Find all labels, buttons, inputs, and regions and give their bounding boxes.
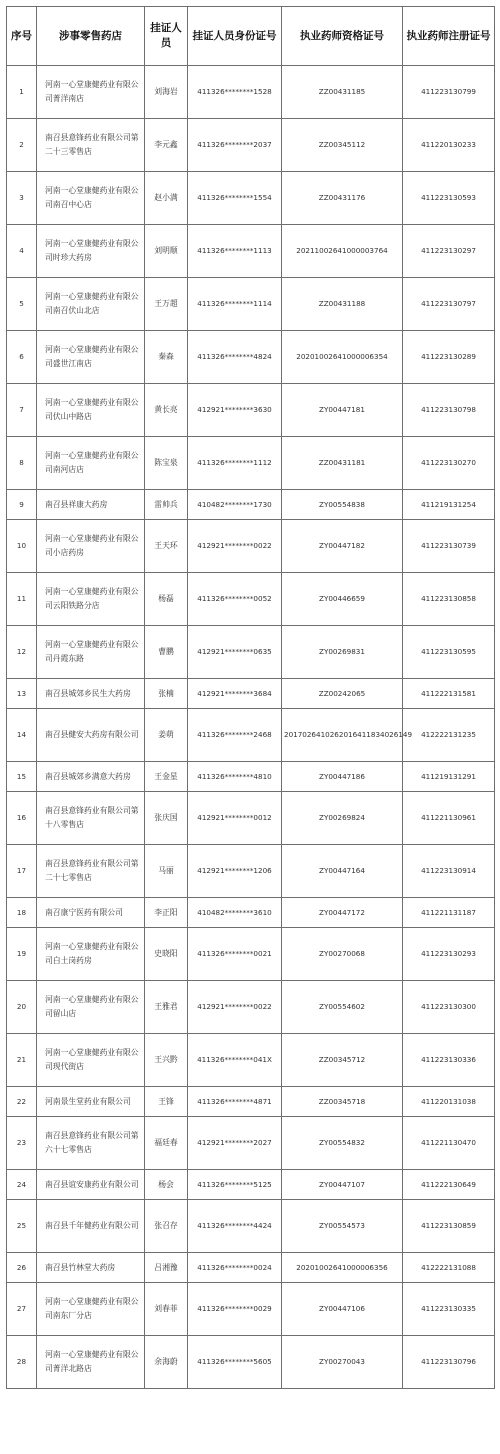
table-row (7, 1087, 495, 1117)
cell-qualification: 20201002641000006356 (282, 1253, 403, 1283)
cell-store: 河南一心堂康健药业有限公司南召伏山北店 (37, 278, 145, 331)
header-row (7, 7, 495, 66)
cell-person: 姜萌 (145, 709, 188, 762)
header-id: 挂证人员身份证号 (188, 7, 282, 66)
table-row (7, 1283, 495, 1336)
cell-registration: 411223130297 (403, 225, 495, 278)
cell-id: 411326********1554 (188, 172, 282, 225)
cell-person: 张楠 (145, 679, 188, 709)
cell-qualification: ZY00270043 (282, 1336, 403, 1389)
cell-registration: 412222131088 (403, 1253, 495, 1283)
table-row (7, 1200, 495, 1253)
table-row (7, 278, 495, 331)
cell-registration: 411220130233 (403, 119, 495, 172)
cell-id: 411326********2468 (188, 709, 282, 762)
header-person: 挂证人员 (145, 7, 188, 66)
cell-id: 412921********0012 (188, 792, 282, 845)
cell-no: 8 (7, 437, 37, 490)
cell-no: 10 (7, 520, 37, 573)
cell-person: 曹鹏 (145, 626, 188, 679)
cell-qualification: ZY00554602 (282, 981, 403, 1034)
header-registration: 执业药师注册证号 (403, 7, 495, 66)
table-row (7, 384, 495, 437)
cell-registration: 411223130914 (403, 845, 495, 898)
cell-id: 411326********041X (188, 1034, 282, 1087)
cell-id: 411326********5605 (188, 1336, 282, 1389)
cell-person: 吕湘豫 (145, 1253, 188, 1283)
cell-id: 411326********1528 (188, 66, 282, 119)
table-row (7, 437, 495, 490)
table-row (7, 792, 495, 845)
table-row (7, 709, 495, 762)
cell-qualification: ZZ00345712 (282, 1034, 403, 1087)
cell-registration: 411219131254 (403, 490, 495, 520)
cell-id: 411326********5125 (188, 1170, 282, 1200)
cell-qualification: ZY00446659 (282, 573, 403, 626)
table-row (7, 1034, 495, 1087)
cell-qualification: ZY00554838 (282, 490, 403, 520)
cell-qualification: ZY00269824 (282, 792, 403, 845)
cell-no: 28 (7, 1336, 37, 1389)
cell-person: 王兴黔 (145, 1034, 188, 1087)
cell-qualification: 2017026410262016411834026149 (282, 709, 403, 762)
cell-no: 23 (7, 1117, 37, 1170)
table-row (7, 981, 495, 1034)
cell-registration: 411223130300 (403, 981, 495, 1034)
cell-id: 411326********4810 (188, 762, 282, 792)
cell-id: 411326********0029 (188, 1283, 282, 1336)
cell-no: 25 (7, 1200, 37, 1253)
table-row (7, 225, 495, 278)
cell-no: 9 (7, 490, 37, 520)
cell-id: 412921********1206 (188, 845, 282, 898)
cell-store: 河南一心堂康健药业有限公司伏山中路店 (37, 384, 145, 437)
cell-qualification: 20211002641000003764 (282, 225, 403, 278)
pharmacist-table (6, 6, 495, 1389)
table-row (7, 762, 495, 792)
header-no: 序号 (7, 7, 37, 66)
table-row (7, 626, 495, 679)
cell-store: 河南一心堂康健药业有限公司白土岗药房 (37, 928, 145, 981)
cell-store: 河南一心堂康健药业有限公司云阳铁路分店 (37, 573, 145, 626)
cell-person: 福廷春 (145, 1117, 188, 1170)
cell-no: 19 (7, 928, 37, 981)
cell-registration: 411223130799 (403, 66, 495, 119)
cell-registration: 411223130335 (403, 1283, 495, 1336)
table-row (7, 573, 495, 626)
cell-person: 黄长亮 (145, 384, 188, 437)
cell-store: 河南一心堂康健药业有限公司盛世江南店 (37, 331, 145, 384)
cell-no: 17 (7, 845, 37, 898)
cell-id: 410482********3610 (188, 898, 282, 928)
cell-store: 南召县祥康大药房 (37, 490, 145, 520)
cell-qualification: ZZ00431176 (282, 172, 403, 225)
cell-no: 11 (7, 573, 37, 626)
cell-qualification: ZY00447107 (282, 1170, 403, 1200)
table-row (7, 679, 495, 709)
table-row (7, 1170, 495, 1200)
table-row (7, 1253, 495, 1283)
header-qualification: 执业药师资格证号 (282, 7, 403, 66)
cell-person: 刘海岩 (145, 66, 188, 119)
cell-store: 河南一心堂康健药业有限公司丹霞东路 (37, 626, 145, 679)
cell-store: 南召县城郊乡民生大药房 (37, 679, 145, 709)
cell-id: 411326********1112 (188, 437, 282, 490)
table-row (7, 845, 495, 898)
cell-id: 412921********0635 (188, 626, 282, 679)
cell-store: 南召县意锋药业有限公司第二十七零售店 (37, 845, 145, 898)
cell-person: 王万超 (145, 278, 188, 331)
cell-id: 412921********0022 (188, 981, 282, 1034)
cell-store: 南召县城郊乡满意大药房 (37, 762, 145, 792)
cell-id: 412921********3684 (188, 679, 282, 709)
cell-registration: 411219131291 (403, 762, 495, 792)
table-row (7, 172, 495, 225)
cell-store: 河南一心堂康健药业有限公司留山店 (37, 981, 145, 1034)
cell-person: 刘春菲 (145, 1283, 188, 1336)
cell-id: 411326********4424 (188, 1200, 282, 1253)
cell-person: 王雅君 (145, 981, 188, 1034)
cell-qualification: ZY00447106 (282, 1283, 403, 1336)
cell-person: 余海蔚 (145, 1336, 188, 1389)
cell-id: 411326********0052 (188, 573, 282, 626)
cell-person: 张召存 (145, 1200, 188, 1253)
table-row (7, 1117, 495, 1170)
cell-qualification: ZZ00242065 (282, 679, 403, 709)
table-row (7, 898, 495, 928)
cell-person: 张庆国 (145, 792, 188, 845)
cell-store: 南召县健安大药房有限公司 (37, 709, 145, 762)
cell-id: 411326********0024 (188, 1253, 282, 1283)
cell-id: 412921********0022 (188, 520, 282, 573)
cell-registration: 411220131038 (403, 1087, 495, 1117)
cell-registration: 411223130293 (403, 928, 495, 981)
table-body (7, 66, 495, 1389)
cell-qualification: ZZ00345112 (282, 119, 403, 172)
cell-store: 河南一心堂康健药业有限公司小店药房 (37, 520, 145, 573)
cell-registration: 411223130270 (403, 437, 495, 490)
header-store: 涉事零售药店 (37, 7, 145, 66)
cell-registration: 411223130593 (403, 172, 495, 225)
cell-qualification: ZY00447182 (282, 520, 403, 573)
cell-store: 南召康宁医药有限公司 (37, 898, 145, 928)
cell-qualification: ZY00269831 (282, 626, 403, 679)
cell-registration: 411223130858 (403, 573, 495, 626)
cell-qualification: ZY00447164 (282, 845, 403, 898)
cell-person: 杨会 (145, 1170, 188, 1200)
cell-store: 河南一心堂康健药业有限公司时珍大药房 (37, 225, 145, 278)
cell-id: 411326********0021 (188, 928, 282, 981)
cell-person: 秦森 (145, 331, 188, 384)
cell-person: 雷帅兵 (145, 490, 188, 520)
cell-no: 16 (7, 792, 37, 845)
cell-registration: 411223130289 (403, 331, 495, 384)
cell-registration: 411221130961 (403, 792, 495, 845)
cell-qualification: ZZ00431185 (282, 66, 403, 119)
cell-registration: 411221131187 (403, 898, 495, 928)
cell-registration: 411223130859 (403, 1200, 495, 1253)
cell-no: 27 (7, 1283, 37, 1336)
cell-no: 3 (7, 172, 37, 225)
cell-store: 河南一心堂康健药业有限公司南河店店 (37, 437, 145, 490)
cell-id: 410482********1730 (188, 490, 282, 520)
cell-no: 21 (7, 1034, 37, 1087)
cell-id: 411326********1113 (188, 225, 282, 278)
cell-no: 20 (7, 981, 37, 1034)
cell-person: 王锋 (145, 1087, 188, 1117)
cell-no: 2 (7, 119, 37, 172)
cell-registration: 411223130336 (403, 1034, 495, 1087)
cell-no: 1 (7, 66, 37, 119)
cell-qualification: ZZ00431188 (282, 278, 403, 331)
penalty-table-container (6, 6, 494, 1389)
cell-store: 南召县意锋药业有限公司第十八零售店 (37, 792, 145, 845)
cell-registration: 411223130797 (403, 278, 495, 331)
cell-registration: 411221130470 (403, 1117, 495, 1170)
cell-qualification: ZZ00345718 (282, 1087, 403, 1117)
cell-no: 22 (7, 1087, 37, 1117)
cell-no: 7 (7, 384, 37, 437)
table-row (7, 66, 495, 119)
cell-store: 河南一心堂康健药业有限公司菁洋北路店 (37, 1336, 145, 1389)
table-row (7, 490, 495, 520)
cell-person: 赵小满 (145, 172, 188, 225)
cell-store: 河南一心堂康健药业有限公司南东厂分店 (37, 1283, 145, 1336)
cell-no: 12 (7, 626, 37, 679)
cell-no: 18 (7, 898, 37, 928)
table-row (7, 1336, 495, 1389)
cell-id: 411326********2037 (188, 119, 282, 172)
cell-store: 南召县竹林堂大药房 (37, 1253, 145, 1283)
cell-id: 412921********3630 (188, 384, 282, 437)
cell-person: 杨磊 (145, 573, 188, 626)
cell-qualification: ZY00554573 (282, 1200, 403, 1253)
cell-store: 河南一心堂康健药业有限公司南召中心店 (37, 172, 145, 225)
table-row (7, 928, 495, 981)
cell-store: 南召县千年健药业有限公司 (37, 1200, 145, 1253)
cell-person: 李元鑫 (145, 119, 188, 172)
cell-no: 6 (7, 331, 37, 384)
cell-person: 王天环 (145, 520, 188, 573)
cell-qualification: ZY00447181 (282, 384, 403, 437)
table-row (7, 520, 495, 573)
cell-qualification: ZY00270068 (282, 928, 403, 981)
cell-registration: 411223130796 (403, 1336, 495, 1389)
cell-person: 王金星 (145, 762, 188, 792)
cell-qualification: ZY00447172 (282, 898, 403, 928)
cell-store: 南召县意锋药业有限公司第六十七零售店 (37, 1117, 145, 1170)
cell-store: 南召县意锋药业有限公司第二十三零售店 (37, 119, 145, 172)
cell-qualification: ZZ00431181 (282, 437, 403, 490)
cell-qualification: 20201002641000006354 (282, 331, 403, 384)
cell-no: 4 (7, 225, 37, 278)
cell-person: 马丽 (145, 845, 188, 898)
cell-person: 刘明顺 (145, 225, 188, 278)
cell-person: 陈宝泉 (145, 437, 188, 490)
cell-qualification: ZY00554832 (282, 1117, 403, 1170)
table-row (7, 119, 495, 172)
cell-person: 李正阳 (145, 898, 188, 928)
cell-store: 南召县谊安康药业有限公司 (37, 1170, 145, 1200)
cell-registration: 411223130595 (403, 626, 495, 679)
cell-person: 史晓阳 (145, 928, 188, 981)
cell-id: 411326********4871 (188, 1087, 282, 1117)
cell-no: 15 (7, 762, 37, 792)
table-row (7, 331, 495, 384)
cell-registration: 411223130798 (403, 384, 495, 437)
cell-id: 411326********4824 (188, 331, 282, 384)
cell-qualification: ZY00447186 (282, 762, 403, 792)
cell-no: 14 (7, 709, 37, 762)
cell-id: 411326********1114 (188, 278, 282, 331)
cell-no: 13 (7, 679, 37, 709)
cell-no: 26 (7, 1253, 37, 1283)
cell-no: 5 (7, 278, 37, 331)
cell-registration: 412222131235 (403, 709, 495, 762)
cell-registration: 411222130649 (403, 1170, 495, 1200)
cell-store: 河南一心堂康健药业有限公司菁洋南店 (37, 66, 145, 119)
table-header (7, 7, 495, 66)
cell-store: 河南一心堂康健药业有限公司现代街店 (37, 1034, 145, 1087)
cell-store: 河南景生堂药业有限公司 (37, 1087, 145, 1117)
cell-registration: 411223130739 (403, 520, 495, 573)
cell-no: 24 (7, 1170, 37, 1200)
cell-id: 412921********2027 (188, 1117, 282, 1170)
cell-registration: 411222131581 (403, 679, 495, 709)
